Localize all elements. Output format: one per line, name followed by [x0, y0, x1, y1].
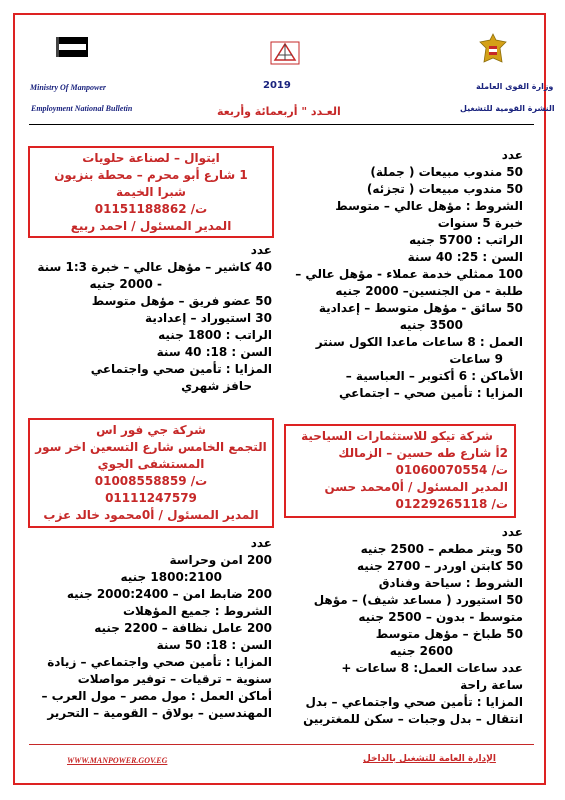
text-line: حافز شهري	[181, 379, 252, 393]
text-line: 40 كاشير – مؤهل عالي – خبرة 1:3 سنة	[37, 260, 272, 274]
bulletin-en: Employment National Bulletin	[31, 104, 133, 113]
text-line: الأماكن : 6 أكتوبر – العباسية –	[345, 369, 523, 383]
text-line: 100 ممثلي خدمة عملاء - مؤهل عالي –	[295, 267, 523, 281]
text-line: الشروط : جميع المؤهلات	[122, 604, 272, 618]
text-line: عدد	[501, 148, 523, 162]
text-line: 50 طباخ – مؤهل متوسط	[375, 627, 523, 641]
right-jobs-block2	[283, 524, 523, 728]
text-line: المهندسين – بولاق – القومية – التحرير	[47, 706, 272, 720]
text-line: 50 سائق - مؤهل متوسط – إعدادية	[318, 301, 523, 315]
text-line: الراتب : 1800 جنيه	[158, 328, 272, 342]
text-line: 1800:2100 جنيه	[120, 570, 222, 584]
eagle-emblem-logo	[478, 32, 508, 68]
text-line: - 2000 جنيه	[89, 277, 162, 291]
text-line: طلبة - من الجنسين– 2000 جنيه	[335, 284, 523, 298]
text-line: الشروط : مؤهل عالي – متوسط	[335, 199, 523, 213]
text-line: 30 استيوراد – إعدادية	[145, 311, 272, 325]
text-line: الراتب : 5700 جنيه	[409, 233, 523, 247]
text-line: عدد	[250, 243, 272, 257]
right-jobs-block1	[283, 147, 523, 402]
company-phone: 01111247579	[105, 491, 197, 505]
company-manager: المدير المسئول / أ0محمود خالد عزب	[43, 508, 259, 522]
left-jobs-block2	[28, 535, 272, 722]
text-line: المزايا : تأمين صحي واجتماعي	[90, 362, 272, 376]
text-line: أماكن العمل : مول مصر – مول العرب –	[41, 689, 272, 703]
text-line: عدد	[250, 536, 272, 550]
text-line: 50 مندوب مبيعات ( جملة)	[370, 165, 523, 179]
text-line: السن : 18: 50 سنة	[156, 638, 272, 652]
text-line: 3500 جنيه	[399, 318, 463, 332]
company-box-etoile	[28, 146, 274, 238]
company-address: 1 شارع أبو محرم – محطة بنزيون	[54, 168, 248, 182]
company-name: شركة جي فور اس	[96, 423, 206, 437]
text-line: 200 عامل نظافة – 2200 جنيه	[94, 621, 272, 635]
company-name: شركة تيكو للاستثمارات السياحية	[301, 429, 493, 443]
text-line: 50 مندوب مبيعات ( تجزئه)	[366, 182, 523, 196]
text-line: 9 ساعات	[449, 352, 503, 366]
company-phone: ت/ 01008558859	[94, 474, 208, 488]
text-line: السن : 18: 40 سنة	[156, 345, 272, 359]
issue-number: العـدد " أربعمائة وأربعة	[217, 105, 341, 118]
text-line: خبرة 5 سنوات	[437, 216, 523, 230]
text-line: المزايا : تأمين صحي واجتماعي – بدل	[305, 695, 523, 709]
ministry-emblem-logo	[267, 38, 303, 68]
company-phone: ت/ 01151188862	[94, 202, 208, 216]
bulletin-year: 2019	[263, 80, 291, 91]
header-divider	[29, 124, 534, 125]
text-line: ساعة راحة	[460, 678, 523, 692]
company-phone: ت/ 01229265118	[395, 497, 508, 511]
bulletin-ar: النشرة القومية للتشغيل	[460, 104, 555, 113]
company-address: المستشفى الجوي	[97, 457, 205, 471]
text-line: عدد ساعات العمل: 8 ساعات +	[341, 661, 523, 675]
company-phone: ت/ 01060070554	[395, 463, 508, 477]
text-line: 50 استيورد ( مساعد شيف) – مؤهل	[313, 593, 523, 607]
company-manager: المدير المسئول / أ0محمد حسن	[324, 480, 508, 494]
text-line: سنوية – ترقيات – توفير مواصلات	[77, 672, 272, 686]
text-line: السن : 25: 40 سنة	[407, 250, 523, 264]
text-line: عدد	[501, 525, 523, 539]
egypt-flag-logo	[56, 37, 88, 57]
text-line: متوسط - بدون – 2500 جنيه	[358, 610, 523, 624]
ministry-ar: وزارة القوى العاملة	[476, 82, 554, 91]
company-address: التجمع الخامس شارع التسعين اخر سور	[35, 440, 267, 454]
company-address: 2أ شارع طه حسين – الزمالك	[338, 446, 508, 460]
text-line: الشروط : سياحة وفنادق	[378, 576, 523, 590]
company-area: شبرا الخيمة	[116, 185, 186, 199]
company-manager: المدير المسئول / احمد ربيع	[70, 219, 232, 233]
text-line: انتقال – بدل وجبات – سكن للمغتربين	[303, 712, 523, 726]
footer-divider	[29, 744, 534, 745]
text-line: 200 امن وحراسة	[169, 553, 272, 567]
company-box-tico	[284, 424, 516, 518]
text-line: 50 ويتر مطعم – 2500 جنيه	[360, 542, 523, 556]
text-line: العمل : 8 ساعات ماعدا الكول سنتر	[315, 335, 523, 349]
ministry-en: Ministry Of Manpower	[30, 83, 107, 92]
text-line: المزايا : تأمين صحي – اجتماعي	[338, 386, 523, 400]
text-line: 50 عضو فريق – مؤهل متوسط	[91, 294, 272, 308]
footer-website-link[interactable]: WWW.MANPOWER.GOV.EG	[67, 756, 168, 765]
left-jobs-block1	[28, 242, 272, 395]
company-name: ايتوال – لصناعة حلويات	[82, 151, 220, 165]
text-line: المزايا : تأمين صحي واجتماعي – زيادة	[47, 655, 272, 669]
footer-department: الإدارة العامة للتشغيل بالداخل	[363, 754, 496, 764]
text-line: 2600 جنيه	[389, 644, 453, 658]
company-box-g4s	[28, 418, 274, 528]
text-line: 200 ضابط امن – 2000:2400 جنيه	[66, 587, 272, 601]
text-line: 50 كابتن اوردر – 2700 جنيه	[357, 559, 523, 573]
